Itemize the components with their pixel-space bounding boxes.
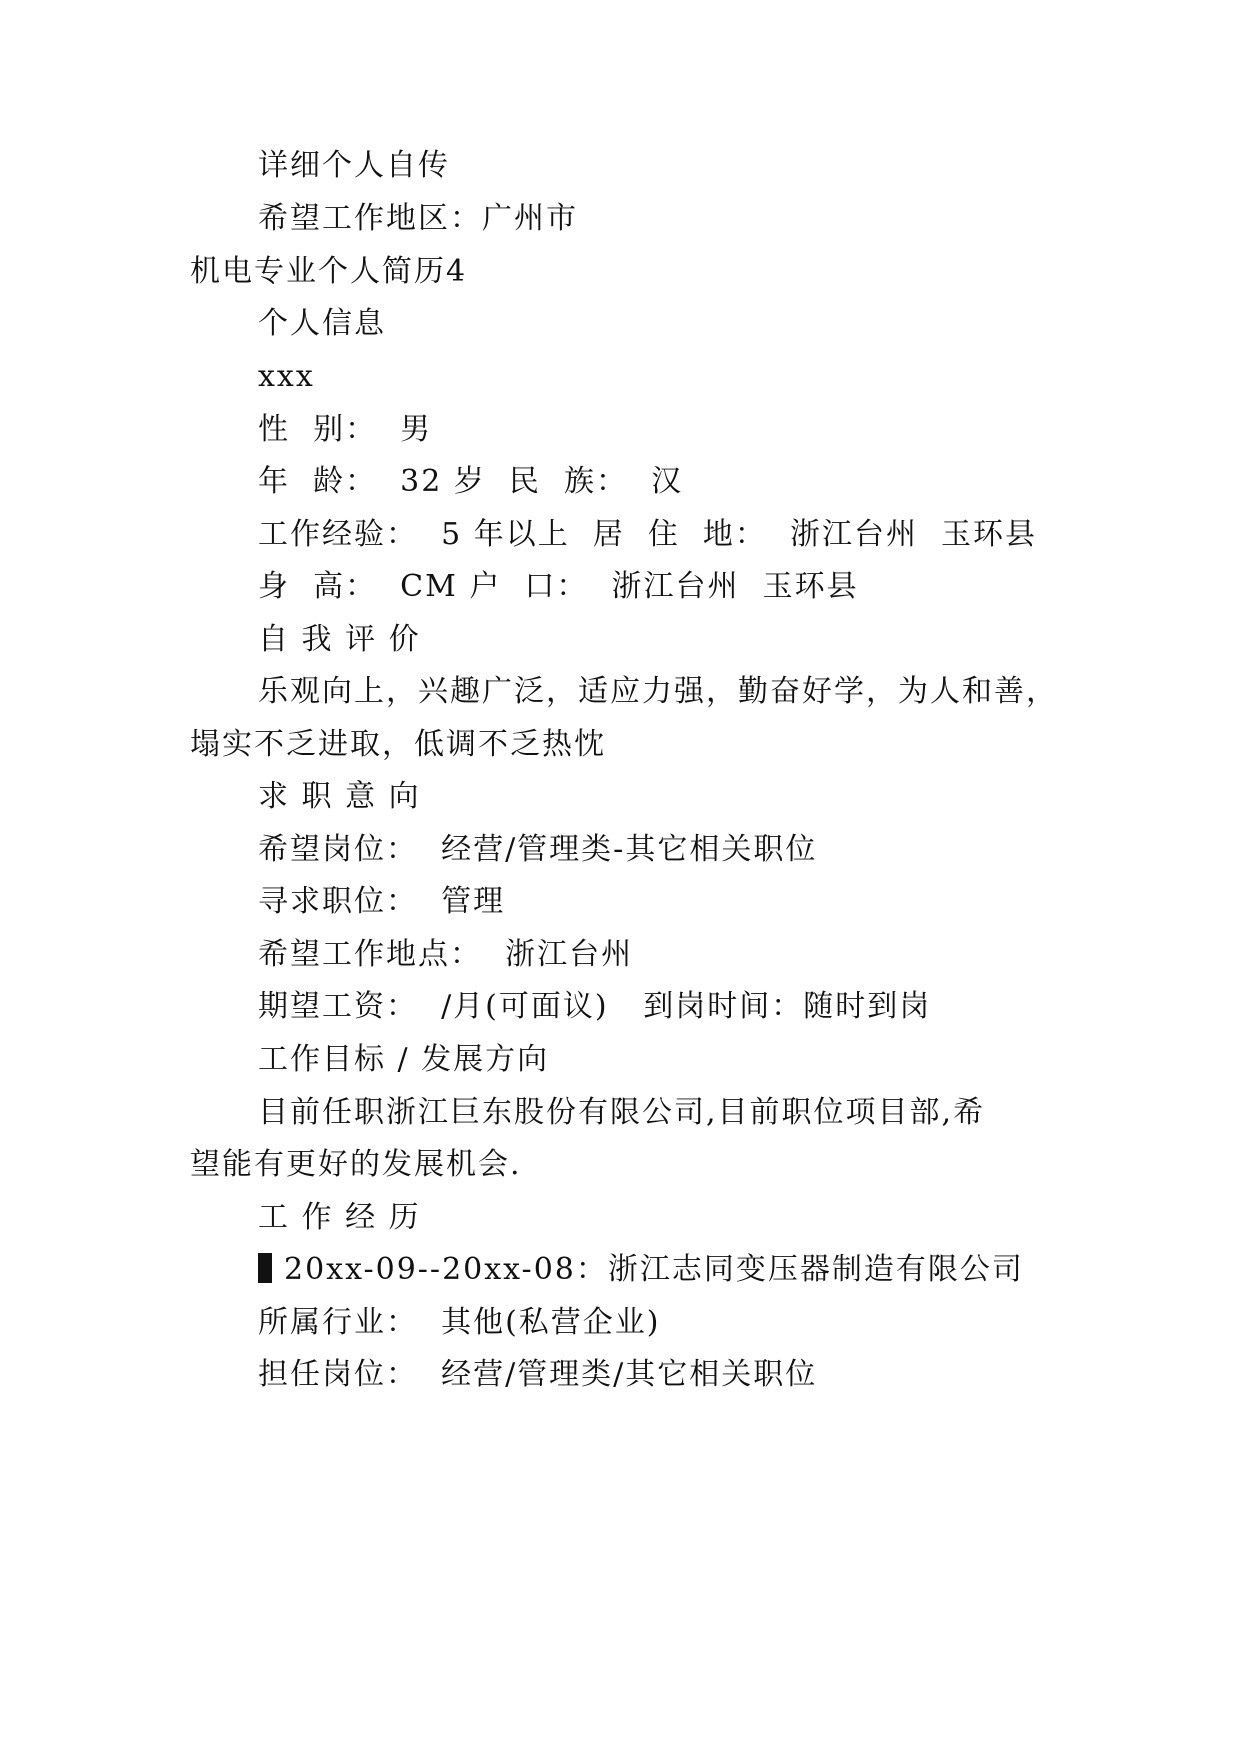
career-goal-text-2: 望能有更好的发展机会. bbox=[190, 1147, 522, 1182]
desired-position-line: 希望岗位： 经营/管理类-其它相关职位 bbox=[258, 832, 818, 867]
self-evaluation-heading: 自 我 评 价 bbox=[258, 622, 421, 657]
gender-line: 性 别： 男 bbox=[258, 412, 433, 447]
age-ethnicity-line: 年 龄： 32 岁 民 族： 汉 bbox=[258, 464, 684, 499]
bullet-icon bbox=[258, 1253, 272, 1283]
career-goal-heading: 工作目标 / 发展方向 bbox=[258, 1042, 550, 1077]
job-role-line: 担任岗位： 经营/管理类/其它相关职位 bbox=[258, 1357, 818, 1392]
section-title: 机电专业个人简历4 bbox=[190, 254, 468, 289]
work-history-heading: 工 作 经 历 bbox=[258, 1200, 421, 1235]
work-entry-text: 20xx-09--20xx-08：浙江志同变压器制造有限公司 bbox=[284, 1252, 1024, 1287]
self-evaluation-text-2: 塌实不乏进取，低调不乏热忱 bbox=[190, 727, 606, 762]
autobiography-heading: 详细个人自传 bbox=[258, 148, 450, 183]
desired-location-line: 希望工作地点： 浙江台州 bbox=[258, 937, 634, 972]
seeking-position-line: 寻求职位： 管理 bbox=[258, 884, 506, 919]
work-entry-line bbox=[258, 1250, 1024, 1290]
desired-region-line: 希望工作地区：广州市 bbox=[258, 201, 578, 236]
personal-info-heading: 个人信息 bbox=[258, 306, 386, 341]
experience-residence-line: 工作经验： 5 年以上 居 住 地： 浙江台州 玉环县 bbox=[258, 517, 1038, 552]
height-hukou-line: 身 高： CM 户 口： 浙江台州 玉环县 bbox=[258, 569, 859, 604]
job-intention-heading: 求 职 意 向 bbox=[258, 779, 421, 814]
career-goal-text-1: 目前任职浙江巨东股份有限公司,目前职位项目部,希 bbox=[258, 1095, 986, 1130]
industry-line: 所属行业： 其他(私营企业) bbox=[258, 1305, 661, 1340]
salary-availability-line: 期望工资： /月(可面议) 到岗时间：随时到岗 bbox=[258, 989, 932, 1024]
name-line: xxx bbox=[258, 359, 315, 394]
self-evaluation-text-1: 乐观向上，兴趣广泛，适应力强，勤奋好学，为人和善， bbox=[258, 674, 1058, 709]
